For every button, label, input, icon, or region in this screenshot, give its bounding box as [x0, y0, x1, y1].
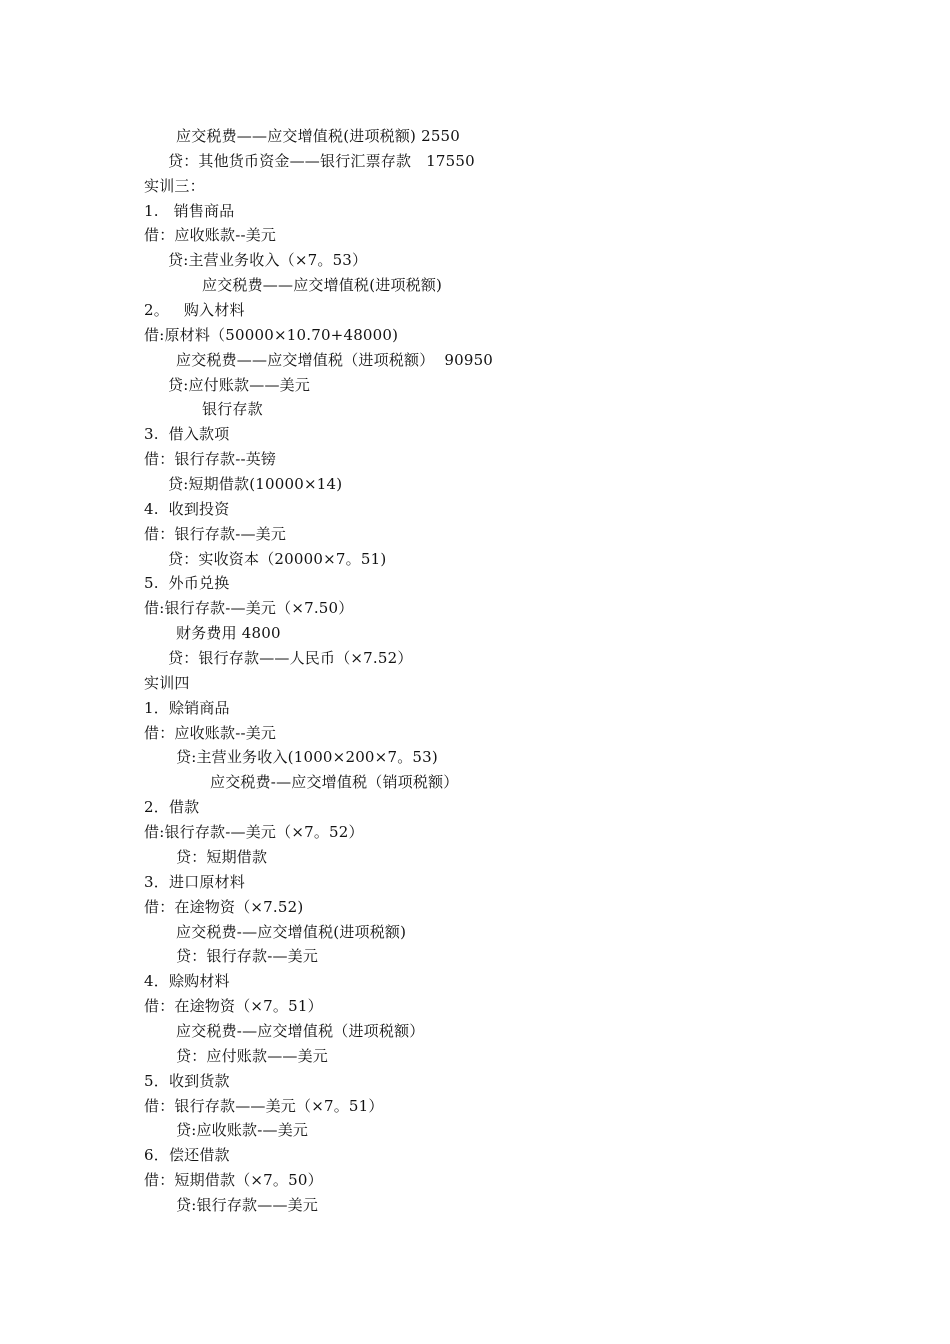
text-line: 贷:应付账款——美元	[168, 375, 311, 394]
text-line: 贷:应收账款-—美元	[176, 1121, 309, 1140]
text-line: 借：短期借款（×7。50）	[144, 1171, 323, 1190]
text-line: 贷：银行存款-—美元	[176, 947, 319, 966]
text-line: 借：银行存款--英镑	[144, 450, 277, 469]
text-line: 贷:主营业务收入（×7。53）	[168, 251, 368, 270]
text-line: 借：银行存款-—美元	[144, 524, 287, 543]
text-line: 借：银行存款——美元（×7。51）	[144, 1096, 384, 1115]
text-line: 3．进口原材料	[144, 872, 245, 891]
text-line: 5. 外币兑换	[144, 574, 230, 593]
text-line: 贷：银行存款——人民币（×7.52）	[168, 649, 413, 668]
text-line: 借：应收账款--美元	[144, 226, 277, 245]
text-line: 贷:银行存款——美元	[176, 1195, 319, 1214]
text-line: 应交税费——应交增值税（进项税额） 90950	[176, 350, 494, 369]
text-line: 6．偿还借款	[144, 1146, 230, 1165]
text-line: 贷：实收资本（20000×7。51)	[168, 549, 387, 568]
text-line: 银行存款	[202, 400, 263, 419]
text-line: 贷：短期借款	[176, 847, 268, 866]
text-line: 借:银行存款-—美元（×7.50）	[144, 599, 354, 618]
text-line: 4．赊购材料	[144, 972, 230, 991]
text-line: 1. 销售商品	[144, 201, 235, 220]
text-line: 实训四	[144, 673, 190, 692]
text-line: 借:银行存款-—美元（×7。52）	[144, 823, 364, 842]
text-line: 3. 借入款项	[144, 425, 230, 444]
text-line: 应交税费-—应交增值税（进项税额）	[176, 1021, 425, 1040]
text-line: 应交税费-—应交增值税(进项税额)	[176, 922, 407, 941]
text-line: 贷:短期借款(10000×14)	[168, 475, 343, 494]
text-line: 应交税费-—应交增值税（销项税额）	[210, 773, 459, 792]
text-line: 贷：其他货币资金——银行汇票存款 17550	[168, 151, 475, 170]
document-body	[0, 124, 950, 1218]
text-line: 应交税费——应交增值税(进项税额)	[202, 276, 443, 295]
text-line: 应交税费——应交增值税(进项税额) 2550	[176, 127, 461, 145]
text-line: 财务费用 4800	[176, 624, 281, 643]
text-line: 贷：应付账款——美元	[176, 1046, 329, 1065]
text-line: 2。 购入材料	[144, 301, 245, 320]
text-line: 借：在途物资（×7.52)	[144, 897, 304, 916]
text-line: 借：在途物资（×7。51）	[144, 997, 323, 1016]
text-line: 2．借款	[144, 798, 200, 817]
text-line: 借：应收账款--美元	[144, 723, 277, 742]
text-line: 贷:主营业务收入(1000×200×7。53)	[176, 748, 438, 767]
text-line: 4. 收到投资	[144, 499, 230, 518]
text-line: 1．赊销商品	[144, 698, 230, 717]
text-line: 借:原材料（50000×10.70+48000)	[144, 325, 399, 344]
text-line: 5．收到货款	[144, 1071, 230, 1090]
text-line: 实训三：	[144, 176, 205, 195]
